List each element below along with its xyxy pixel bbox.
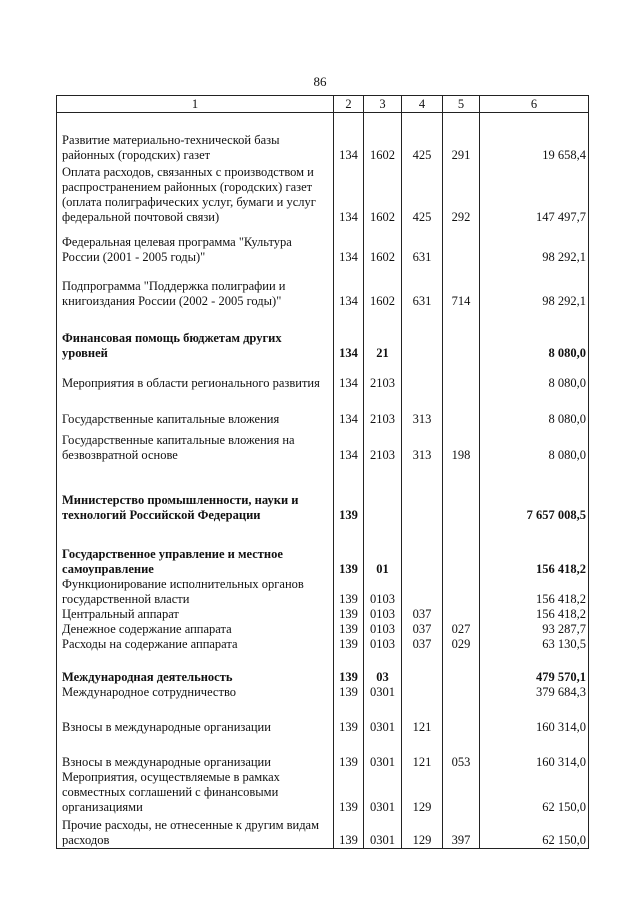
table-row — [57, 463, 589, 523]
table-row — [57, 163, 589, 225]
row-description: Федеральная целевая программа "Культура России (2001 - 2005 годы)" — [57, 225, 334, 265]
row-col-2: 139 — [334, 463, 364, 523]
row-col-2: 134 — [334, 163, 364, 225]
row-col-5 — [443, 577, 480, 607]
row-description: Центральный аппарат — [57, 607, 334, 622]
row-col-2: 139 — [334, 815, 364, 849]
row-col-5: 291 — [443, 113, 480, 163]
header-col-6: 6 — [480, 96, 589, 113]
row-amount: 62 150,0 — [480, 815, 589, 849]
row-amount: 98 292,1 — [480, 265, 589, 309]
table-row — [57, 309, 589, 361]
row-col-5 — [443, 225, 480, 265]
row-col-2: 139 — [334, 652, 364, 685]
row-col-4 — [402, 309, 443, 361]
row-col-3: 21 — [364, 309, 402, 361]
row-col-5: 292 — [443, 163, 480, 225]
row-amount: 62 150,0 — [480, 770, 589, 815]
row-col-5 — [443, 309, 480, 361]
row-description: Государственные капитальные вложения на безвозвратной основе — [57, 427, 334, 463]
row-col-3: 1602 — [364, 225, 402, 265]
row-col-2: 139 — [334, 577, 364, 607]
row-col-2: 139 — [334, 637, 364, 652]
row-col-4: 121 — [402, 735, 443, 770]
row-description: Взносы в международные организации — [57, 700, 334, 735]
row-col-5 — [443, 523, 480, 577]
table-row — [57, 770, 589, 815]
row-col-4: 313 — [402, 427, 443, 463]
header-col-2: 2 — [334, 96, 364, 113]
row-col-2: 134 — [334, 225, 364, 265]
row-amount: 479 570,1 — [480, 652, 589, 685]
row-col-2: 134 — [334, 391, 364, 427]
row-amount: 8 080,0 — [480, 391, 589, 427]
table-row — [57, 523, 589, 577]
row-col-5: 198 — [443, 427, 480, 463]
row-col-5 — [443, 652, 480, 685]
row-amount: 156 418,2 — [480, 607, 589, 622]
row-amount: 156 418,2 — [480, 577, 589, 607]
row-col-2: 139 — [334, 735, 364, 770]
page-number: 86 — [313, 74, 327, 89]
row-amount: 160 314,0 — [480, 735, 589, 770]
row-amount: 63 130,5 — [480, 637, 589, 652]
row-col-5: 714 — [443, 265, 480, 309]
table-row — [57, 265, 589, 309]
row-col-3: 0103 — [364, 577, 402, 607]
row-description: Подпрограмма "Поддержка полиграфии и книгоиздания России (2002 - 2005 годы)" — [57, 265, 334, 309]
row-amount: 8 080,0 — [480, 361, 589, 391]
row-col-5 — [443, 700, 480, 735]
row-col-5 — [443, 391, 480, 427]
row-col-4: 037 — [402, 637, 443, 652]
row-col-2: 139 — [334, 622, 364, 637]
row-amount: 160 314,0 — [480, 700, 589, 735]
row-col-4: 037 — [402, 607, 443, 622]
row-col-4: 129 — [402, 770, 443, 815]
table-row — [57, 113, 589, 163]
row-col-3: 01 — [364, 523, 402, 577]
table-row — [57, 735, 589, 770]
row-description: Развитие материально-технической базы районных (городских) газет — [57, 113, 334, 163]
table-row — [57, 622, 589, 637]
row-col-2: 134 — [334, 113, 364, 163]
row-col-5: 053 — [443, 735, 480, 770]
row-col-3: 0301 — [364, 700, 402, 735]
row-col-4 — [402, 652, 443, 685]
row-col-2: 134 — [334, 427, 364, 463]
row-col-5 — [443, 770, 480, 815]
row-col-2: 139 — [334, 685, 364, 700]
row-col-4: 631 — [402, 265, 443, 309]
row-col-3 — [364, 463, 402, 523]
row-description: Взносы в международные организации — [57, 735, 334, 770]
row-amount: 156 418,2 — [480, 523, 589, 577]
row-col-3: 0103 — [364, 637, 402, 652]
row-description: Прочие расходы, не отнесенные к другим видам расходов — [57, 815, 334, 849]
row-amount: 7 657 008,5 — [480, 463, 589, 523]
row-col-2: 134 — [334, 309, 364, 361]
budget-table — [56, 95, 588, 847]
table-row — [57, 815, 589, 849]
row-col-4: 425 — [402, 163, 443, 225]
row-amount: 379 684,3 — [480, 685, 589, 700]
row-description: Денежное содержание аппарата — [57, 622, 334, 637]
table-row — [57, 427, 589, 463]
row-col-4: 631 — [402, 225, 443, 265]
row-col-3: 0103 — [364, 622, 402, 637]
row-col-3: 0301 — [364, 815, 402, 849]
row-col-4 — [402, 361, 443, 391]
row-col-5 — [443, 463, 480, 523]
row-col-3: 03 — [364, 652, 402, 685]
header-col-3: 3 — [364, 96, 402, 113]
row-col-4 — [402, 463, 443, 523]
row-col-3: 0301 — [364, 735, 402, 770]
row-col-4: 121 — [402, 700, 443, 735]
row-col-3: 2103 — [364, 427, 402, 463]
row-col-4: 313 — [402, 391, 443, 427]
row-amount: 98 292,1 — [480, 225, 589, 265]
budget-table-grid — [56, 95, 589, 849]
row-col-5 — [443, 361, 480, 391]
row-amount: 19 658,4 — [480, 113, 589, 163]
row-description: Государственное управление и местное самоуправление — [57, 523, 334, 577]
row-col-2: 134 — [334, 265, 364, 309]
table-row — [57, 225, 589, 265]
header-col-5: 5 — [443, 96, 480, 113]
row-col-3: 0301 — [364, 770, 402, 815]
row-col-4: 425 — [402, 113, 443, 163]
row-col-2: 139 — [334, 607, 364, 622]
row-description: Функционирование исполнительных органов государственной власти — [57, 577, 334, 607]
row-description: Оплата расходов, связанных с производством и распространением районных (городских) газет (оплата полиграфических услуг, бумаги и услуг федеральной почтовой связи) — [57, 163, 334, 225]
row-col-2: 139 — [334, 700, 364, 735]
row-description: Международное сотрудничество — [57, 685, 334, 700]
row-col-5 — [443, 685, 480, 700]
table-row — [57, 361, 589, 391]
row-amount: 8 080,0 — [480, 427, 589, 463]
table-row — [57, 652, 589, 685]
header-col-1: 1 — [57, 96, 334, 113]
row-description: Министерство промышленности, науки и технологий Российской Федерации — [57, 463, 334, 523]
row-description: Финансовая помощь бюджетам других уровней — [57, 309, 334, 361]
row-col-4: 037 — [402, 622, 443, 637]
row-col-2: 139 — [334, 523, 364, 577]
row-col-5: 397 — [443, 815, 480, 849]
row-description: Расходы на содержание аппарата — [57, 637, 334, 652]
row-col-4 — [402, 523, 443, 577]
row-col-2: 134 — [334, 361, 364, 391]
row-col-5: 027 — [443, 622, 480, 637]
row-col-3: 0103 — [364, 607, 402, 622]
row-description: Мероприятия, осуществляемые в рамках совместных соглашений с финансовыми организациями — [57, 770, 334, 815]
row-col-5: 029 — [443, 637, 480, 652]
table-row — [57, 700, 589, 735]
row-col-3: 2103 — [364, 391, 402, 427]
row-amount: 93 287,7 — [480, 622, 589, 637]
table-row — [57, 391, 589, 427]
table-row — [57, 577, 589, 607]
row-col-3: 1602 — [364, 163, 402, 225]
header-row — [57, 96, 589, 113]
row-col-4 — [402, 577, 443, 607]
row-col-4 — [402, 685, 443, 700]
row-description: Государственные капитальные вложения — [57, 391, 334, 427]
row-col-3: 1602 — [364, 113, 402, 163]
row-col-4: 129 — [402, 815, 443, 849]
row-col-3: 0301 — [364, 685, 402, 700]
table-row — [57, 637, 589, 652]
table-row — [57, 607, 589, 622]
row-col-5 — [443, 607, 480, 622]
row-amount: 8 080,0 — [480, 309, 589, 361]
row-col-3: 1602 — [364, 265, 402, 309]
row-description: Международная деятельность — [57, 652, 334, 685]
row-amount: 147 497,7 — [480, 163, 589, 225]
row-col-2: 139 — [334, 770, 364, 815]
header-col-4: 4 — [402, 96, 443, 113]
row-description: Мероприятия в области регионального развития — [57, 361, 334, 391]
table-row — [57, 685, 589, 700]
row-col-3: 2103 — [364, 361, 402, 391]
